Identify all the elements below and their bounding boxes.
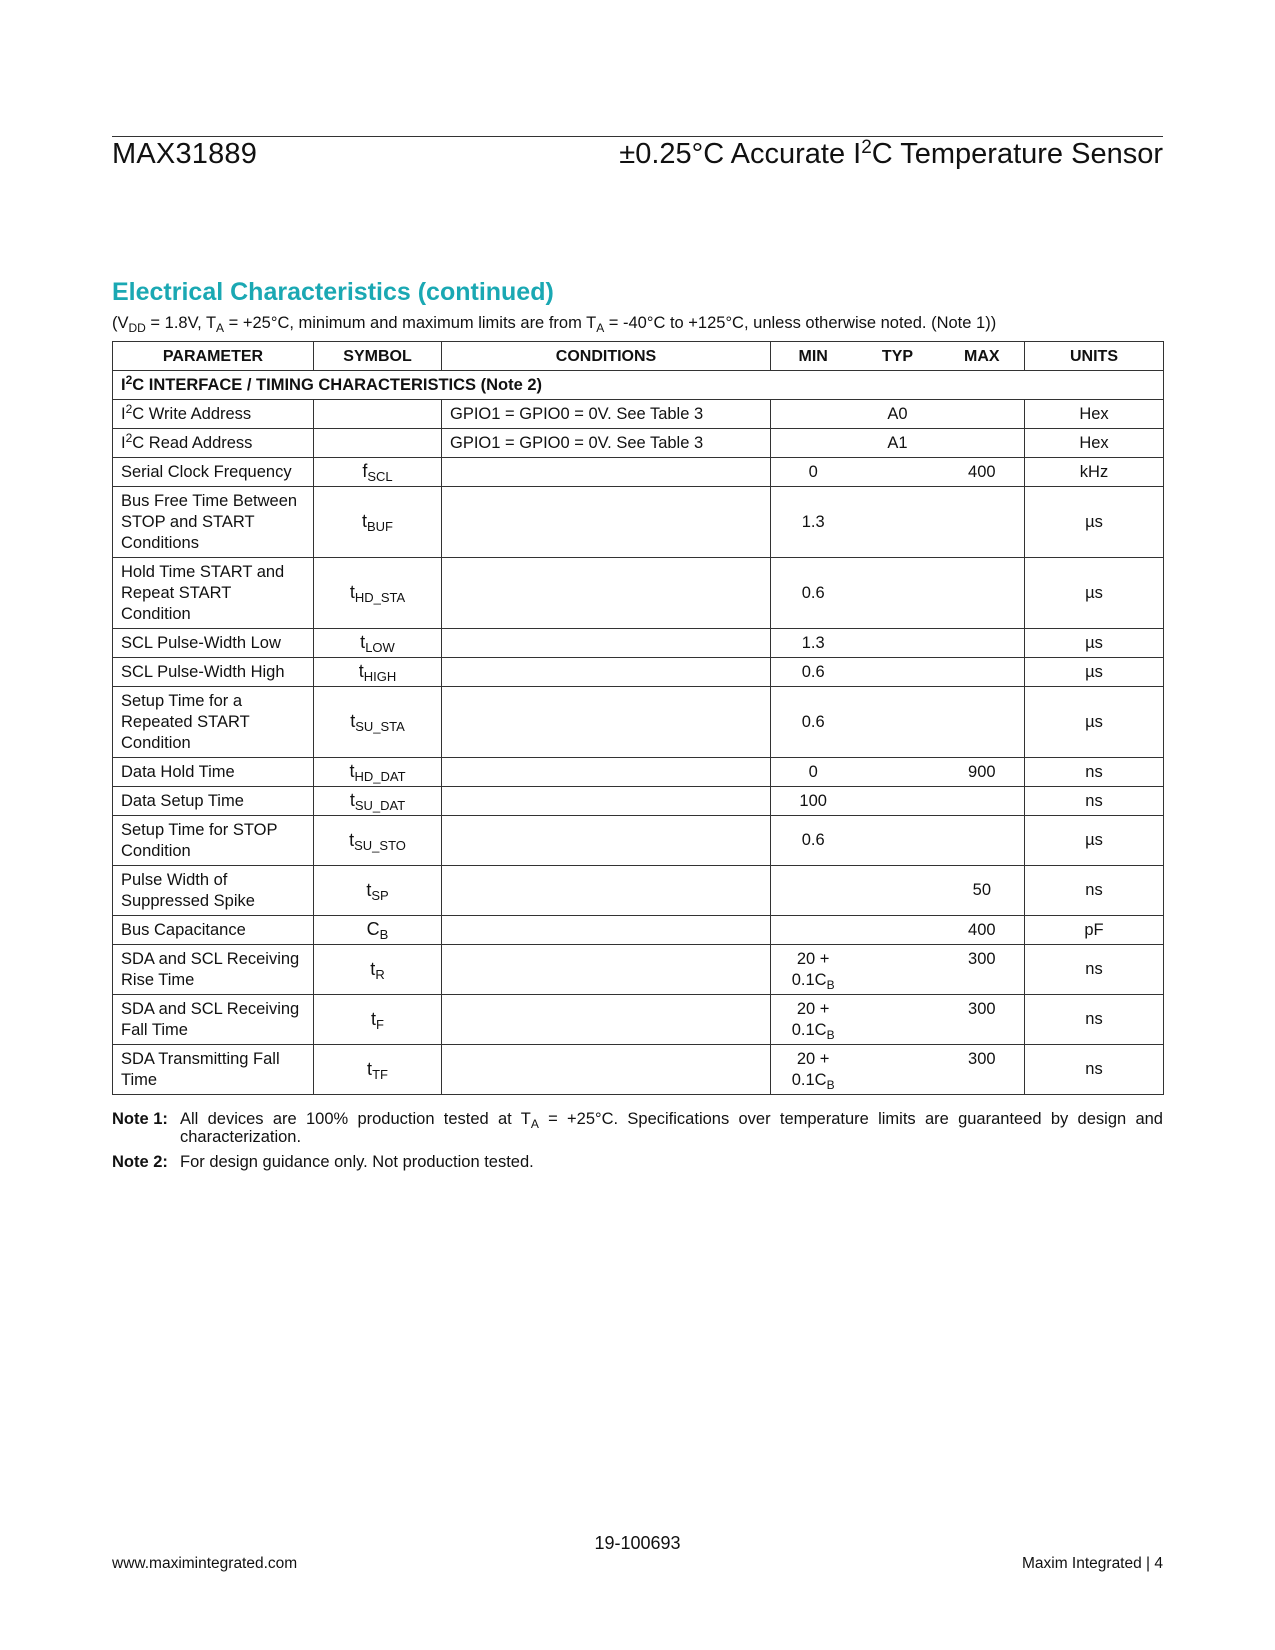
header-rule bbox=[112, 136, 1163, 137]
cell-symbol: $t_R$ bbox=[314, 945, 442, 995]
cell-typ bbox=[855, 633, 939, 654]
cell-min: 0.6 bbox=[801, 662, 825, 681]
cell-units: ns bbox=[1025, 758, 1164, 787]
cell-units: µs bbox=[1025, 629, 1164, 658]
cell-min-typ-max bbox=[771, 558, 1025, 629]
cell-conditions bbox=[442, 658, 771, 687]
cell-max: 300 bbox=[968, 949, 996, 968]
cell-min-typ-max bbox=[771, 995, 1025, 1045]
table-row bbox=[113, 758, 1164, 787]
cell-parameter: Hold Time START and Repeat START Condition bbox=[113, 558, 314, 629]
table-section-row: $I^2C$ INTERFACE / TIMING CHARACTERISTICS (Note 2) bbox=[113, 371, 1164, 400]
cell-typ bbox=[855, 662, 939, 683]
cell-symbol: $t_{LOW}$ bbox=[314, 629, 442, 658]
cell-parameter: $I^2C$ Read Address bbox=[113, 429, 314, 458]
table-row bbox=[113, 458, 1164, 487]
cell-min bbox=[771, 920, 855, 941]
cell-min: 0 bbox=[808, 462, 818, 481]
cell-max: 300 bbox=[968, 1049, 996, 1068]
cell-min bbox=[771, 433, 855, 454]
test-conditions: ($V_{DD} = 1.8V$, $T_A = +25^\circ C$, minimum and maximum limits are from $T_A = -40^\circ C$ to +125°C, unless otherwise noted. (Note 1)) bbox=[112, 314, 997, 335]
table-row bbox=[113, 487, 1164, 558]
cell-typ bbox=[855, 462, 939, 483]
cell-units: pF bbox=[1025, 916, 1164, 945]
cell-min-typ-max bbox=[771, 816, 1025, 866]
table-row bbox=[113, 687, 1164, 758]
header-parameter: PARAMETER bbox=[113, 342, 314, 371]
cell-symbol: $t_{HIGH}$ bbox=[314, 658, 442, 687]
company-page-number: Maxim Integrated | 4 bbox=[1021, 1555, 1163, 1572]
cell-min-typ-max bbox=[771, 658, 1025, 687]
cell-typ bbox=[855, 949, 939, 991]
cell-parameter: Setup Time for a Repeated START Condition bbox=[113, 687, 314, 758]
table-row bbox=[113, 816, 1164, 866]
cell-min-typ-max bbox=[771, 866, 1025, 916]
cell-typ bbox=[855, 920, 939, 941]
cell-typ bbox=[855, 1049, 939, 1091]
header-symbol: SYMBOL bbox=[314, 342, 442, 371]
cell-symbol: $t_{SP}$ bbox=[314, 866, 442, 916]
cell-symbol: $t_{SU\_STA}$ bbox=[314, 687, 442, 758]
cell-parameter: Pulse Width of Suppressed Spike bbox=[113, 866, 314, 916]
cell-conditions bbox=[442, 487, 771, 558]
cell-min-typ-max bbox=[771, 1045, 1025, 1095]
cell-parameter: Setup Time for STOP Condition bbox=[113, 816, 314, 866]
part-number: MAX31889 bbox=[112, 138, 258, 170]
cell-min: 0 bbox=[808, 762, 818, 781]
cell-typ bbox=[855, 999, 939, 1041]
cell-max bbox=[940, 512, 1024, 533]
cell-parameter: Data Setup Time bbox=[113, 787, 314, 816]
cell-units: ns bbox=[1025, 787, 1164, 816]
cell-min bbox=[771, 404, 855, 425]
cell-parameter: SCL Pulse-Width Low bbox=[113, 629, 314, 658]
notes bbox=[112, 1110, 1163, 1178]
cell-min-typ-max bbox=[771, 945, 1025, 995]
cell-conditions bbox=[442, 458, 771, 487]
table-row bbox=[113, 400, 1164, 429]
cell-conditions bbox=[442, 816, 771, 866]
table-row bbox=[113, 629, 1164, 658]
cell-symbol: $t_{BUF}$ bbox=[314, 487, 442, 558]
cell-conditions bbox=[442, 995, 771, 1045]
header-conditions: CONDITIONS bbox=[442, 342, 771, 371]
cell-units: ns bbox=[1025, 1045, 1164, 1095]
cell-parameter: Bus Capacitance bbox=[113, 916, 314, 945]
cell-parameter: SDA and SCL Receiving Fall Time bbox=[113, 995, 314, 1045]
cell-parameter: SDA and SCL Receiving Rise Time bbox=[113, 945, 314, 995]
cell-min: 20 + $0.1C_B$ bbox=[791, 949, 835, 992]
cell-conditions bbox=[442, 945, 771, 995]
cell-typ bbox=[855, 583, 939, 604]
cell-conditions bbox=[442, 916, 771, 945]
cell-symbol: $t_{TF}$ bbox=[314, 1045, 442, 1095]
cell-min: 20 + $0.1C_B$ bbox=[791, 1049, 835, 1092]
cell-max: 900 bbox=[968, 762, 996, 781]
cell-typ bbox=[855, 880, 939, 901]
cell-conditions: GPIO1 = GPIO0 = 0V. See Table 3 bbox=[442, 400, 771, 429]
table-row bbox=[113, 658, 1164, 687]
website-link[interactable]: www.maximintegrated.com bbox=[112, 1555, 298, 1572]
cell-min: 100 bbox=[799, 791, 827, 810]
cell-symbol: $t_{SU\_STO}$ bbox=[314, 816, 442, 866]
cell-max: 400 bbox=[968, 462, 996, 481]
cell-conditions bbox=[442, 866, 771, 916]
cell-min bbox=[771, 880, 855, 901]
cell-units: Hex bbox=[1025, 429, 1164, 458]
table-row bbox=[113, 558, 1164, 629]
cell-units: µs bbox=[1025, 487, 1164, 558]
cell-min: 0.6 bbox=[801, 831, 825, 849]
cell-min-typ-max bbox=[771, 629, 1025, 658]
cell-units: Hex bbox=[1025, 400, 1164, 429]
cell-parameter: Bus Free Time Between STOP and START Conditions bbox=[113, 487, 314, 558]
cell-min-typ-max bbox=[771, 429, 1025, 458]
header-min-typ-max: MIN TYP MAX bbox=[771, 342, 1025, 371]
cell-symbol: $t_{HD\_STA}$ bbox=[314, 558, 442, 629]
table-row bbox=[113, 995, 1164, 1045]
cell-max bbox=[940, 712, 1024, 733]
cell-symbol: $t_{SU\_DAT}$ bbox=[314, 787, 442, 816]
cell-conditions bbox=[442, 758, 771, 787]
cell-typ bbox=[855, 791, 939, 812]
header-units: UNITS bbox=[1025, 342, 1164, 371]
cell-min: 20 + $0.1C_B$ bbox=[791, 999, 835, 1042]
cell-max: 300 bbox=[968, 999, 996, 1018]
document-code: 19-100693 bbox=[594, 1533, 681, 1553]
cell-units: kHz bbox=[1025, 458, 1164, 487]
cell-typ bbox=[855, 762, 939, 783]
cell-conditions: GPIO1 = GPIO0 = 0V. See Table 3 bbox=[442, 429, 771, 458]
cell-min-typ-max bbox=[771, 687, 1025, 758]
note-1: Note 1: All devices are 100% production tested at $T_A = +25^\circ C$. Specifications over temperature limits are guaranteed by design and characterization. bbox=[112, 1110, 1163, 1146]
cell-parameter: SDA Transmitting Fall Time bbox=[113, 1045, 314, 1095]
cell-units: µs bbox=[1025, 687, 1164, 758]
cell-min-typ-max bbox=[771, 458, 1025, 487]
cell-min-typ-max bbox=[771, 758, 1025, 787]
cell-max bbox=[940, 404, 1024, 425]
cell-typ bbox=[855, 830, 939, 851]
cell-min-typ-max bbox=[771, 787, 1025, 816]
table-row bbox=[113, 866, 1164, 916]
cell-typ bbox=[855, 712, 939, 733]
document-title: ±0.25°C Accurate $I^2C$ Temperature Sensor bbox=[619, 137, 1163, 170]
cell-symbol bbox=[314, 429, 442, 458]
table-row bbox=[113, 945, 1164, 995]
cell-min: 0.6 bbox=[801, 583, 825, 602]
cell-typ bbox=[855, 512, 939, 533]
cell-parameter: Serial Clock Frequency bbox=[113, 458, 314, 487]
table-row bbox=[113, 429, 1164, 458]
cell-conditions bbox=[442, 787, 771, 816]
cell-min-typ-max bbox=[771, 400, 1025, 429]
cell-parameter: $I^2C$ Write Address bbox=[113, 400, 314, 429]
cell-max: 400 bbox=[968, 920, 996, 939]
cell-typ: A1 bbox=[887, 433, 908, 452]
cell-max bbox=[940, 830, 1024, 851]
cell-max bbox=[940, 662, 1024, 683]
section-title: Electrical Characteristics (continued) bbox=[112, 278, 554, 306]
cell-max bbox=[940, 433, 1024, 454]
cell-conditions bbox=[442, 1045, 771, 1095]
cell-symbol: $t_{HD\_DAT}$ bbox=[314, 758, 442, 787]
cell-units: ns bbox=[1025, 945, 1164, 995]
table-row bbox=[113, 916, 1164, 945]
cell-min: 1.3 bbox=[801, 633, 825, 652]
table-row bbox=[113, 787, 1164, 816]
cell-units: ns bbox=[1025, 866, 1164, 916]
cell-min: 0.6 bbox=[801, 712, 825, 731]
cell-units: µs bbox=[1025, 558, 1164, 629]
cell-max: 50 bbox=[972, 881, 991, 899]
cell-parameter: Data Hold Time bbox=[113, 758, 314, 787]
cell-min-typ-max bbox=[771, 916, 1025, 945]
table-row bbox=[113, 1045, 1164, 1095]
cell-parameter: SCL Pulse-Width High bbox=[113, 658, 314, 687]
note-2: Note 2: For design guidance only. Not production tested. bbox=[112, 1153, 534, 1171]
cell-symbol: $C_B$ bbox=[314, 916, 442, 945]
cell-min-typ-max bbox=[771, 487, 1025, 558]
cell-conditions bbox=[442, 629, 771, 658]
cell-min: 1.3 bbox=[801, 512, 825, 531]
cell-max bbox=[940, 583, 1024, 604]
table-header-row bbox=[113, 342, 1164, 371]
electrical-characteristics-table bbox=[112, 341, 1164, 1095]
cell-symbol: $f_{SCL}$ bbox=[314, 458, 442, 487]
cell-units: µs bbox=[1025, 816, 1164, 866]
cell-conditions bbox=[442, 558, 771, 629]
cell-symbol: $t_F$ bbox=[314, 995, 442, 1045]
cell-conditions bbox=[442, 687, 771, 758]
cell-units: ns bbox=[1025, 995, 1164, 1045]
cell-max bbox=[940, 791, 1024, 812]
cell-typ: A0 bbox=[887, 404, 908, 423]
cell-units: µs bbox=[1025, 658, 1164, 687]
cell-symbol bbox=[314, 400, 442, 429]
cell-max bbox=[940, 633, 1024, 654]
